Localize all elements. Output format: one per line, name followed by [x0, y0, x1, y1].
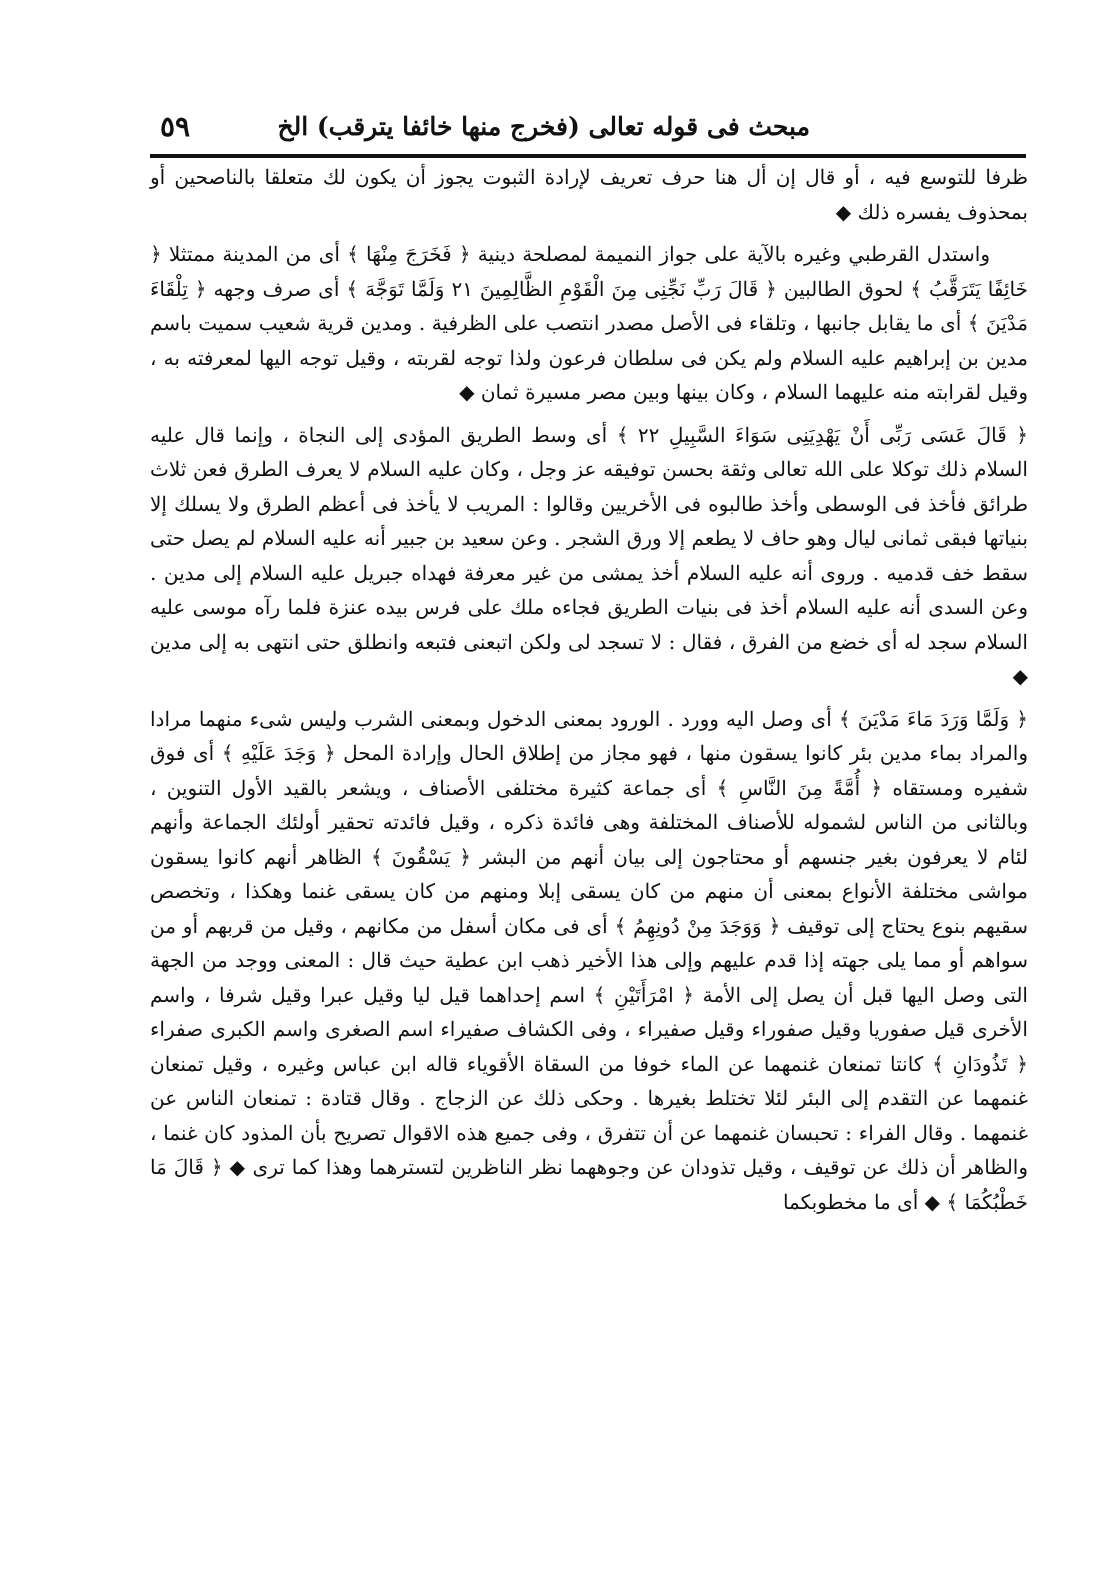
header-rule [150, 154, 1026, 158]
body-text [150, 160, 1028, 1227]
page-header [150, 108, 1030, 154]
page-number: ٥٩ [160, 110, 191, 143]
paragraph: ﴿ وَلَمَّا وَرَدَ مَاءَ مَدْيَنَ ﴾ أى وصل اليه وورد . الورود بمعنى الدخول وبمعنى الشرب وليس شىء منهما مرادا والمراد بماء مدين بئر كانوا يسقون منها ، فهو مجاز من إطلاق الحال وإرادة المحل ﴿ وَجَدَ عَلَيْهِ ﴾ أى فوق شفيره ومستقاه ﴿ أُمَّةً مِنَ النَّاسِ ﴾ أى جماعة كثيرة مختلفى الأصناف ، ويشعر بالقيد الأول التنوين ، وبالثانى من الناس لشموله للأصناف المختلفة وهى فائدة ذكره ، وقيل فائدته تحقير أولئك الجماعة وأنهم لئام لا يعرفون بغير جنسهم أو محتاجون إلى بيان أنهم من البشر ﴿ يَسْقُونَ ﴾ الظاهر أنهم كانوا يسقون مواشى مختلفة الأنواع بمعنى أن منهم من كان يسقى إبلا ومنهم من كان يسقى غنما وهكذا ، وتخصص سقيهم بنوع يحتاج إلى توقيف ﴿ وَوَجَدَ مِنْ دُونِهِمُ ﴾ أى فى مكان أسفل من مكانهم ، وقيل من قربهم أو من سواهم أو مما يلى جهته إذا قدم عليهم وإلى هذا الأخير ذهب ابن عطية حيث قال : المعنى ووجد من الجهة التى وصل اليها قبل أن يصل إلى الأمة ﴿ امْرَأَتَيْنِ ﴾ اسم إحداهما قيل ليا وقيل عبرا وقيل شرفا ، واسم الأخرى قيل صفوريا وقيل صفوراء وقيل صفيراء ، وفى الكشاف صفيراء اسم الصغرى واسم الكبرى صفراء ﴿ تَذُودَانِ ﴾ كانتا تمنعان غنمهما عن الماء خوفا من السقاة الأقوياء قاله ابن عباس وغيره ، وقيل تمنعان غنمهما عن التقدم إلى البئر لئلا تختلط بغيرها . وحكى ذلك عن الزجاج . وقال قتادة : تمنعان الناس عن غنمهما . وقال الفراء : تحبسان غنمهما عن أن تتفرق ، وفى جميع هذه الاقوال تصريح بأن المذود كان غنما ، والظاهر أن ذلك عن توقيف ، وقيل تذودان عن وجوههما نظر الناظرين لتسترهما وهذا كما ترى ◆ ﴿ قَالَ مَا خَطْبُكُمَا ﴾ ◆ أى ما مخطوبكما [150, 706, 1029, 1214]
header-title: مبحث فى قوله تعالى (فخرج منها خائفا يترقب) الخ [277, 112, 810, 141]
paragraph: ظرفا للتوسع فيه ، أو قال إن أل هنا حرف تعريف لإرادة الثبوت يجوز أن يكون لك متعلقا بالناصحين أو بمحذوف يفسره ذلك ◆ [150, 165, 1028, 224]
paragraph: واستدل القرطبي وغيره بالآية على جواز النميمة لمصلحة دينية ﴿ فَخَرَجَ مِنْهَا ﴾ أى من المدينة ممتثلا ﴿ خَائِفًا يَتَرَقَّبُ ﴾ لحوق الطالبين ﴿ قَالَ رَبِّ نَجِّنِى مِنَ الْقَوْمِ الظَّالِمِينَ ٢١ وَلَمَّا تَوَجَّهَ ﴾ أى صرف وجهه ﴿ تِلْقَاءَ مَدْيَنَ ﴾ أى ما يقابل جانبها ، وتلقاء فى الأصل مصدر انتصب على الظرفية . ومدين قرية شعيب سميت باسم مدين بن إبراهيم عليه السلام ولم يكن فى سلطان فرعون ولذا توجه لقربته ، وقيل توجه اليها لمعرفته به ، وقيل لقرابته منه عليهما السلام ، وكان بينها وبين مصر مسيرة ثمان ◆ [150, 242, 1029, 404]
paragraph: ﴿ قَالَ عَسَى رَبِّى أَنْ يَهْدِيَنِى سَوَاءَ السَّبِيلِ ٢٢ ﴾ أى وسط الطريق المؤدى إلى النجاة ، وإنما قال عليه السلام ذلك توكلا على الله تعالى وثقة بحسن توفيقه عز وجل ، وكان عليه السلام لا يعرف الطرق فعن ثلاث طرائق فأخذ فى الوسطى وأخذ طالبوه فى الأخريين وقالوا : المريب لا يأخذ فى أعظم الطرق ولا يسلك إلا بنياتها فبقى ثمانى ليال وهو حاف لا يطعم إلا ورق الشجر . وعن سعيد بن جبير أنه عليه السلام لم يصل حتى سقط خف قدميه . وروى أنه عليه السلام أخذ يمشى من غير معرفة فهداه جبريل عليه السلام إلى مدين . وعن السدى أنه عليه السلام أخذ فى بنيات الطريق فجاءه ملك على فرس بيده عنزة فلما رآه موسى عليه السلام سجد له أى خضع من الفرق ، فقال : لا تسجد لى ولكن اتبعنى فتبعه وانطلق حتى انتهى به إلى مدين ◆ [150, 422, 1028, 688]
